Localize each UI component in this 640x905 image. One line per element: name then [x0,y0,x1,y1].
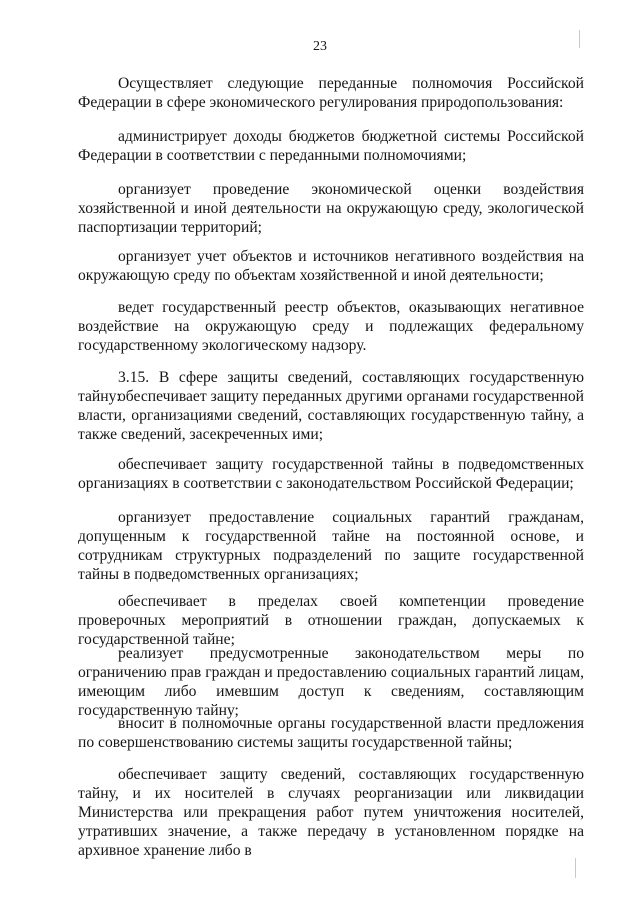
paragraph-4: организует учет объектов и источников негативного воздействия на окружающую среду по объектам хозяйственной и иной деятельности; [78,248,584,284]
scan-edge-mark [575,858,576,878]
page-number: 23 [313,39,327,54]
paragraph-5: ведет государственный реестр объектов, оказывающих негативное воздействие на окружающую среду и подлежащих федеральному государственному экологическому надзору. [78,299,584,354]
paragraph-3: организует проведение экономической оценки воздействия хозяйственной и иной деятельности на окружающую среду, экологической паспортизации территорий; [78,181,584,236]
paragraph-2: администрирует доходы бюджетов бюджетной системы Российской Федерации в соответствии с переданными полномочиями; [78,128,584,164]
paragraph-8: организует предоставление социальных гарантий гражданам, допущенным к государственной тайне на постоянной основе, и сотрудникам структурных подразделений по защите государственной тайны в подведомственных организациях; [78,509,584,583]
paragraph-6: обеспечивает защиту переданных другими органами государственной власти, организациями сведений, составляющих государственную тайну, а также сведений, засекреченных ими; [78,388,584,443]
scan-edge-mark [579,30,580,48]
paragraph-9: обеспечивает в пределах своей компетенции проведение проверочных мероприятий в отношении граждан, допускаемых к государственной тайне; [78,593,584,648]
section-heading-3-15: 3.15. В сфере защиты сведений, составляющих государственную тайну: [78,369,584,405]
paragraph-12: обеспечивает защиту сведений, составляющих государственную тайну, и их носителей в случаях реорганизации или ликвидации Министерства или прекращения работ путем уничтожения носителей, утративших значение, а также передачу в установленном порядке на архивное хранение либо в [78,766,584,859]
paragraph-11: вносит в полномочные органы государственной власти предложения по совершенствованию системы защиты государственной тайны; [78,715,584,751]
paragraph-10: реализует предусмотренные законодательством меры по ограничению прав граждан и предоставлению социальных гарантий лицам, имеющим либо имевшим доступ к сведениям, составляющим государственную тайну; [78,645,584,719]
paragraph-7: обеспечивает защиту государственной тайны в подведомственных организациях в соответствии с законодательством Российской Федерации; [78,456,584,492]
paragraph-1: Осуществляет следующие переданные полномочия Российской Федерации в сфере экономического регулирования природопользования: [78,75,584,111]
